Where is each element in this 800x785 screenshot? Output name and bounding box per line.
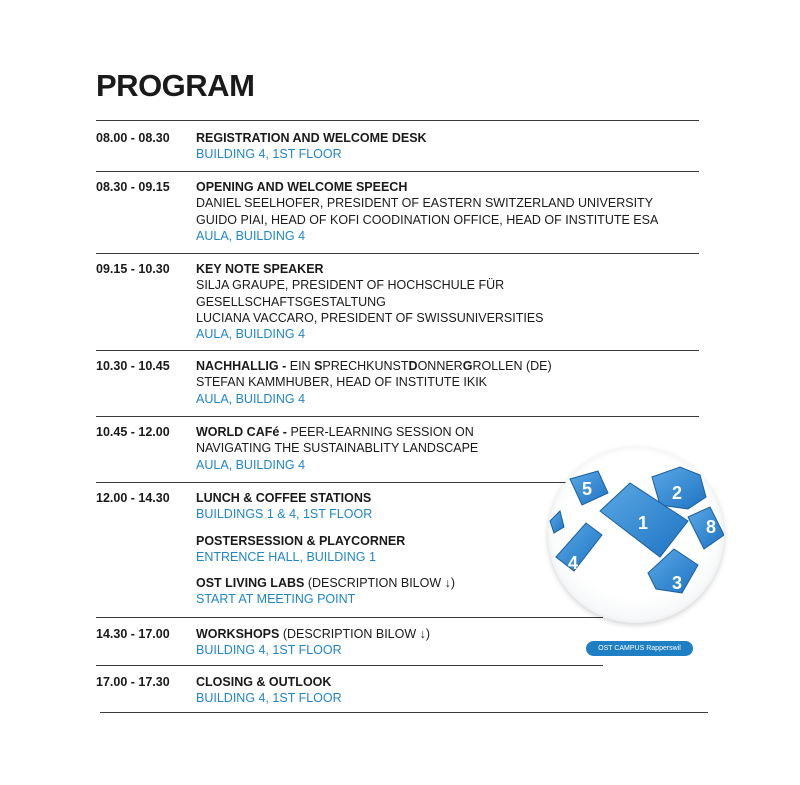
divider bbox=[96, 120, 699, 121]
session-location: AULA, BUILDING 4 bbox=[196, 391, 306, 406]
time-slot: 08.30 - 09.15 bbox=[96, 180, 170, 194]
divider bbox=[96, 665, 603, 666]
session-title: OST LIVING LABS (DESCRIPTION BILOW ↓) bbox=[196, 576, 456, 591]
divider bbox=[96, 350, 699, 351]
session-title: LUNCH & COFFEE STATIONS bbox=[196, 491, 372, 505]
time-slot: 09.15 - 10.30 bbox=[96, 262, 170, 276]
speaker-line: LUCIANA VACCARO, PRESIDENT OF SWISSUNIVERSITIES bbox=[196, 310, 544, 325]
session-title: POSTERSESSION & PLAYCORNER bbox=[196, 533, 406, 548]
time-slot: 12.00 - 14.30 bbox=[96, 491, 170, 505]
divider bbox=[100, 712, 708, 713]
session-location: BUILDING 4, 1ST FLOOR bbox=[196, 691, 342, 706]
program-entry bbox=[196, 626, 430, 659]
session-location: AULA, BUILDING 4 bbox=[196, 457, 306, 472]
building-label-2: 2 bbox=[672, 483, 683, 503]
time-slot: 08.00 - 08.30 bbox=[96, 131, 170, 145]
session-title: REGISTRATION AND WELCOME DESK bbox=[196, 131, 427, 145]
divider bbox=[96, 482, 576, 483]
campus-map-graphic bbox=[548, 447, 724, 623]
building-label-4: 4 bbox=[568, 553, 579, 573]
program-entry bbox=[196, 490, 455, 608]
building-edge-shape bbox=[550, 511, 564, 533]
program-entry bbox=[196, 261, 544, 342]
page-title: PROGRAM bbox=[96, 68, 255, 103]
session-location: AULA, BUILDING 4 bbox=[196, 327, 306, 342]
program-entry bbox=[196, 179, 658, 244]
session-title: OPENING AND WELCOME SPEECH bbox=[196, 180, 408, 194]
program-entry bbox=[196, 358, 552, 407]
time-slot: 17.00 - 17.30 bbox=[96, 675, 170, 689]
building-label-5: 5 bbox=[582, 479, 593, 499]
divider bbox=[96, 416, 699, 417]
speaker-line: STEFAN KAMMHUBER, HEAD OF INSTITUTE IKIK bbox=[196, 375, 488, 390]
session-title: NACHHALLIG - EIN SPRECHKUNSTDONNERGROLLEN (DE) bbox=[196, 359, 552, 373]
session-title: CLOSING & OUTLOOK bbox=[196, 675, 332, 689]
session-location: BUILDINGS 1 & 4, 1ST FLOOR bbox=[196, 507, 373, 522]
speaker-line: GUIDO PIAI, HEAD OF KOFI COODINATION OFFICE, HEAD OF INSTITUTE ESA bbox=[196, 212, 659, 227]
divider bbox=[96, 171, 699, 172]
time-slot: 14.30 - 17.00 bbox=[96, 627, 170, 641]
session-title: KEY NOTE SPEAKER bbox=[196, 262, 324, 276]
speaker-line: SILJA GRAUPE, PRESIDENT OF HOCHSCHULE FÜR bbox=[196, 278, 505, 293]
building-4-shape bbox=[556, 523, 602, 571]
session-title: WORLD CAFé - PEER-LEARNING SESSION ON bbox=[196, 425, 474, 439]
session-location: BUILDING 4, 1ST FLOOR bbox=[196, 643, 342, 658]
program-entry bbox=[196, 130, 427, 163]
divider bbox=[96, 617, 603, 618]
building-label-8: 8 bbox=[706, 517, 717, 537]
speaker-line: GESELLSCHAFTSGESTALTUNG bbox=[196, 294, 386, 309]
building-label-1: 1 bbox=[638, 513, 649, 533]
campus-badge: OST CAMPUS Rapperswil bbox=[586, 641, 693, 656]
campus-map bbox=[548, 447, 724, 623]
session-location: BUILDING 4, 1ST FLOOR bbox=[196, 147, 342, 162]
speaker-line: DANIEL SEELHOFER, PRESIDENT OF EASTERN SWITZERLAND UNIVERSITY bbox=[196, 196, 654, 211]
session-title: WORKSHOPS (DESCRIPTION BILOW ↓) bbox=[196, 627, 431, 641]
session-location: AULA, BUILDING 4 bbox=[196, 228, 306, 243]
program-entry bbox=[196, 674, 342, 707]
time-slot: 10.30 - 10.45 bbox=[96, 359, 170, 373]
time-slot: 10.45 - 12.00 bbox=[96, 425, 170, 439]
session-location: START AT MEETING POINT bbox=[196, 592, 356, 607]
building-label-3: 3 bbox=[672, 573, 683, 593]
session-location: ENTRENCE HALL, BUILDING 1 bbox=[196, 549, 376, 564]
session-subtitle: NAVIGATING THE SUSTAINABLITY LANDSCAPE bbox=[196, 441, 479, 456]
divider bbox=[96, 253, 699, 254]
program-entry bbox=[196, 424, 478, 473]
